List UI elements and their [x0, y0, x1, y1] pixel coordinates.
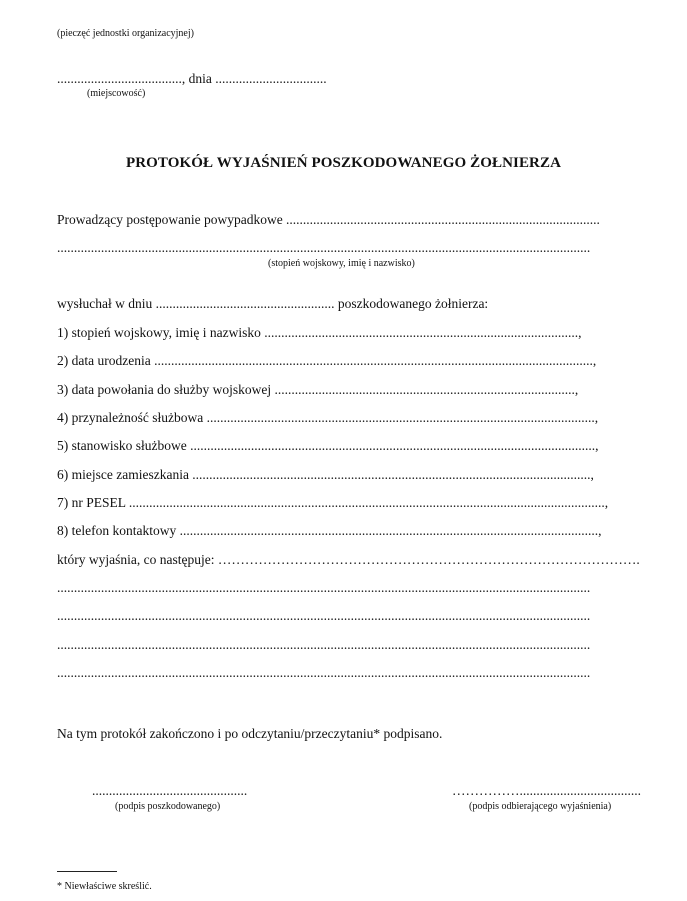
- field-pesel: 7) nr PESEL .............................................................................................................................................,: [57, 495, 609, 510]
- heard-line: wysłuchał w dniu ..................................................... poszkodowanego żołnierza:: [57, 296, 489, 311]
- signature-receiver-caption: (podpis odbierającego wyjaśnienia): [469, 801, 612, 812]
- field-service-date: 3) data powołania do służby wojskowej .........................................................................................,: [57, 382, 579, 397]
- signature-injured-caption: (podpis poszkodowanego): [115, 801, 221, 812]
- closing-statement: Na tym protokół zakończono i po odczytaniu/przeczytaniu* podpisano.: [57, 726, 443, 741]
- blank-line: ..............................................................................................................................................................: [57, 608, 591, 623]
- signature-receiver-line: ……………....................................: [452, 783, 641, 798]
- footnote-divider: [57, 871, 117, 872]
- field-rank-name: 1) stopień wojskowy, imię i nazwisko .............................................................................................,: [57, 325, 582, 340]
- blank-line: ..............................................................................................................................................................: [57, 637, 591, 652]
- field-phone: 8) telefon kontaktowy ............................................................................................................................,: [57, 523, 602, 538]
- place-date-line: ....................................., dnia .................................: [57, 71, 327, 86]
- stamp-label: (pieczęć jednostki organizacyjnej): [57, 28, 194, 39]
- field-birth-date: 2) data urodzenia ..................................................................................................................................,: [57, 353, 597, 368]
- blank-line: ..............................................................................................................................................................: [57, 665, 591, 680]
- conductor-line: Prowadzący postępowanie powypadkowe .............................................................................................: [57, 212, 600, 227]
- conductor-line-2: ..............................................................................................................................................................: [57, 240, 591, 255]
- explains-line: który wyjaśnia, co następuje: ………………………………………………………………………………….: [57, 552, 640, 567]
- field-position: 5) stanowisko służbowe ........................................................................................................................,: [57, 438, 599, 453]
- signature-injured-line: ..............................................: [92, 783, 248, 798]
- footnote: * Niewłaściwe skreślić.: [57, 881, 152, 892]
- place-label: (miejscowość): [87, 88, 146, 99]
- field-address: 6) miejsce zamieszkania ......................................................................................................................,: [57, 467, 594, 482]
- blank-line: ..............................................................................................................................................................: [57, 580, 591, 595]
- conductor-caption: (stopień wojskowy, imię i nazwisko): [268, 258, 415, 269]
- document-title: PROTOKÓŁ WYJAŚNIEŃ POSZKODOWANEGO ŻOŁNIERZA: [125, 155, 562, 171]
- field-unit: 4) przynależność służbowa ...................................................................................................................,: [57, 410, 599, 425]
